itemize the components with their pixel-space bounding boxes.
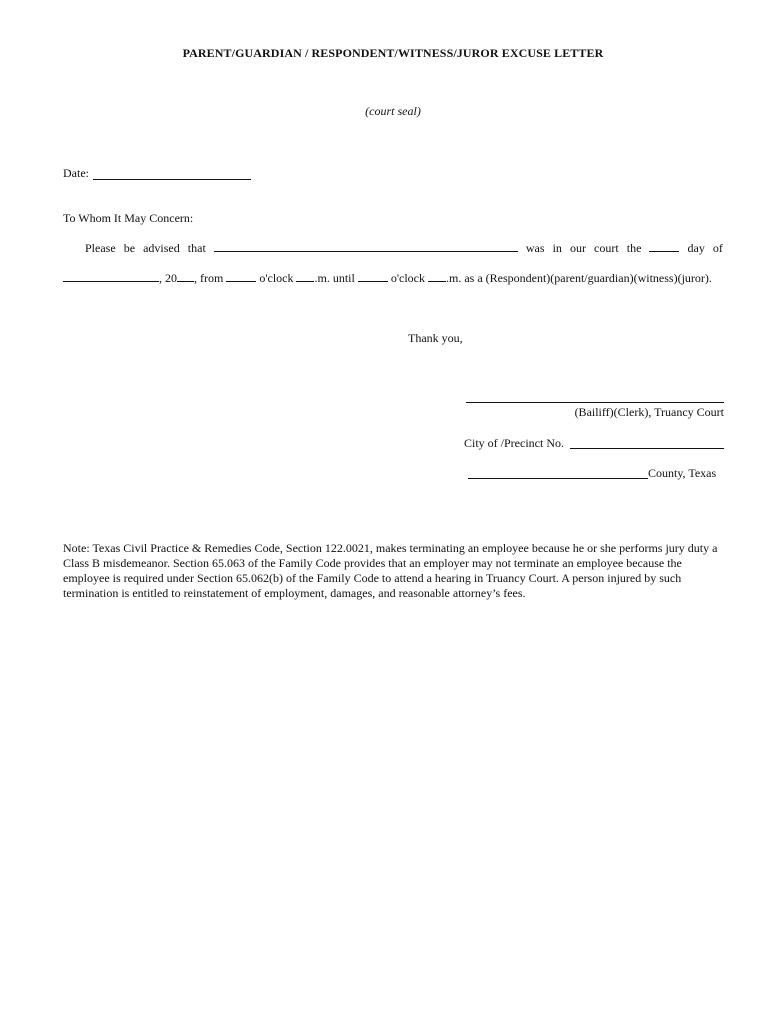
name-blank[interactable] bbox=[214, 241, 518, 252]
role-text: .m. as a (Respondent)(parent/guardian)(witness)(juror). bbox=[445, 271, 712, 285]
signature-line[interactable] bbox=[466, 402, 724, 403]
date-label: Date: bbox=[63, 166, 89, 180]
start-ampm-blank[interactable] bbox=[296, 271, 314, 282]
year-prefix: , 20 bbox=[159, 271, 177, 285]
county-blank[interactable] bbox=[468, 478, 648, 479]
letter-title: PARENT/GUARDIAN / RESPONDENT/WITNESS/JUROR EXCUSE LETTER bbox=[182, 46, 604, 60]
word-in: in bbox=[552, 241, 562, 255]
word-please: Please bbox=[85, 241, 116, 255]
county-label: County, Texas bbox=[648, 466, 717, 480]
word-was: was bbox=[525, 241, 545, 255]
end-hour-blank[interactable] bbox=[358, 271, 388, 282]
from-text: , from bbox=[194, 271, 224, 285]
end-ampm-blank[interactable] bbox=[428, 271, 446, 282]
signature-caption: (Bailiff)(Clerk), Truancy Court bbox=[574, 405, 724, 419]
word-be: be bbox=[123, 241, 136, 255]
legal-note: Note: Texas Civil Practice & Remedies Code, Section 122.0021, makes terminating an employee because he or she performs jury duty a Class B misdemeanor. Section 65.063 of the Family Code provides that an employer may not terminate an employee because the employee is required under Section 65.062(b) of the Family Code to attend a hearing in Truancy Court. A person injured by such termination is entitled to reinstatement of employment, damages, and reasonable attorney’s fees. bbox=[63, 541, 718, 600]
word-of: of bbox=[712, 241, 723, 255]
date-blank[interactable] bbox=[93, 179, 251, 180]
word-our: our bbox=[569, 241, 586, 255]
word-day: day bbox=[687, 241, 705, 255]
word-that: that bbox=[187, 241, 206, 255]
city-precinct-blank[interactable] bbox=[570, 448, 724, 449]
month-blank[interactable] bbox=[63, 271, 159, 282]
body-line-1 bbox=[63, 241, 723, 256]
until-text: .m. until bbox=[314, 271, 355, 285]
court-seal-label: (court seal) bbox=[365, 104, 421, 118]
greeting: To Whom It May Concern: bbox=[63, 211, 194, 225]
oclock-2: o'clock bbox=[390, 271, 425, 285]
day-blank[interactable] bbox=[649, 241, 679, 252]
start-hour-blank[interactable] bbox=[226, 271, 256, 282]
city-precinct-label: City of /Precinct No. bbox=[464, 436, 564, 450]
body-line-2 bbox=[63, 271, 712, 286]
word-advised: advised bbox=[143, 241, 180, 255]
closing: Thank you, bbox=[408, 331, 463, 345]
word-court: court bbox=[594, 241, 619, 255]
oclock-1: o'clock bbox=[259, 271, 294, 285]
year-blank[interactable] bbox=[177, 271, 194, 282]
word-the: the bbox=[626, 241, 642, 255]
